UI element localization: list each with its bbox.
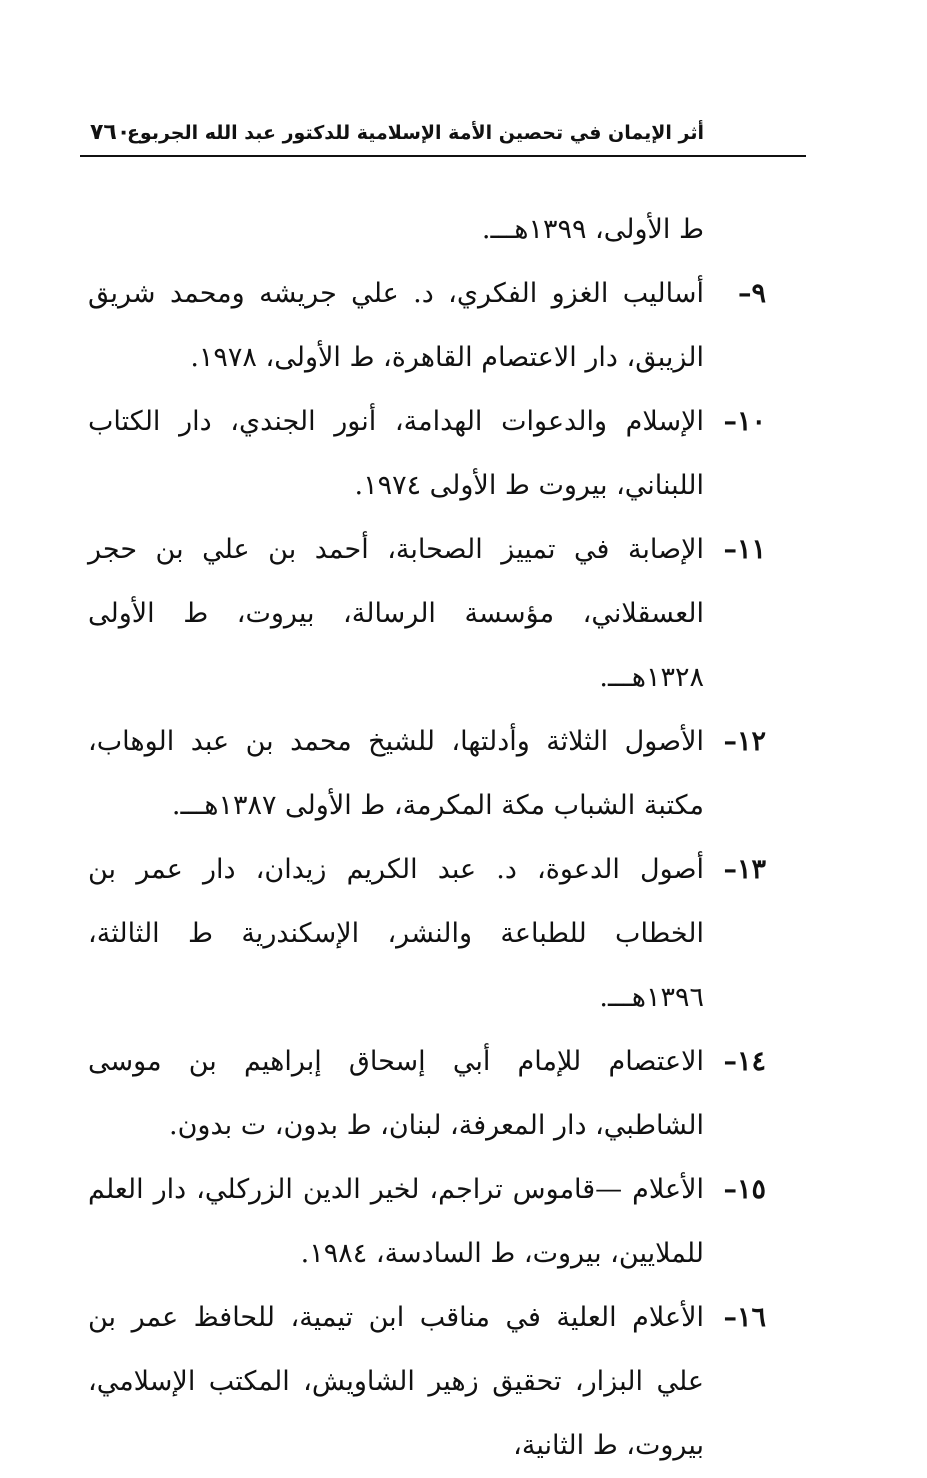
entry-text: الإسلام والدعوات الهدامة، أنور الجندي، دار الكتاب اللبناني، بيروت ط الأولى ١٩٧٤.	[88, 406, 704, 501]
bibliography-entry-10	[88, 390, 766, 518]
entry-number: ١١–	[723, 534, 766, 565]
bibliography-entry-12	[88, 710, 766, 838]
page-header	[80, 112, 806, 160]
bibliography-entry-13	[88, 838, 766, 1030]
entry-number: ١٠–	[723, 406, 766, 437]
bibliography-entry-16	[88, 1286, 766, 1478]
entry-number: ١٥–	[723, 1174, 766, 1205]
entry-text: الأصول الثلاثة وأدلتها، للشيخ محمد بن عبد الوهاب، مكتبة الشباب مكة المكرمة، ط الأولى ١٣٨٧هـــ.	[88, 726, 704, 821]
bibliography-entry-14	[88, 1030, 766, 1158]
entry-number: ٩–	[737, 278, 766, 309]
entry-text: الإصابة في تمييز الصحابة، أحمد بن علي بن حجر العسقلاني، مؤسسة الرسالة، بيروت، ط الأولى ١٣٢٨هـــ.	[88, 534, 704, 693]
bibliography-entry-15	[88, 1158, 766, 1286]
page-number: ٧٦٠	[90, 120, 131, 145]
bibliography-entry-11	[88, 518, 766, 710]
entry-number: ١٣–	[723, 854, 766, 885]
entry-number: ١٤–	[723, 1046, 766, 1077]
entry-text: الأعلام —قاموس تراجم، لخير الدين الزركلي، دار العلم للملايين، بيروت، ط السادسة، ١٩٨٤.	[88, 1174, 704, 1269]
entry-text: الاعتصام للإمام أبي إسحاق إبراهيم بن موسى الشاطبي، دار المعرفة، لبنان، ط بدون، ت بدون.	[88, 1046, 704, 1141]
bibliography-entry-9	[88, 262, 766, 390]
entry-number: ١٦–	[723, 1302, 766, 1333]
entry-text: أصول الدعوة، د. عبد الكريم زيدان، دار عمر بن الخطاب للطباعة والنشر، الإسكندرية ط الثالثة، ١٣٩٦هـــ.	[88, 854, 704, 1013]
entry-text: أساليب الغزو الفكري، د. علي جريشه ومحمد شريق الزيبق، دار الاعتصام القاهرة، ط الأولى، ١٩٧٨.	[88, 278, 704, 373]
continuation-line	[88, 198, 766, 262]
running-title: أثر الإيمان في تحصين الأمة الإسلامية للدكتور عبد الله الجربوع	[126, 122, 704, 144]
bibliography-list	[88, 198, 766, 1478]
header-divider	[80, 155, 806, 157]
entry-text: الأعلام العلية في مناقب ابن تيمية، للحافظ عمر بن علي البزار، تحقيق زهير الشاويش، المكتب الإسلامي، بيروت، ط الثانية،	[88, 1302, 704, 1461]
entry-number: ١٢–	[723, 726, 766, 757]
continuation-text: ط الأولى، ١٣٩٩هـــ.	[481, 214, 704, 245]
